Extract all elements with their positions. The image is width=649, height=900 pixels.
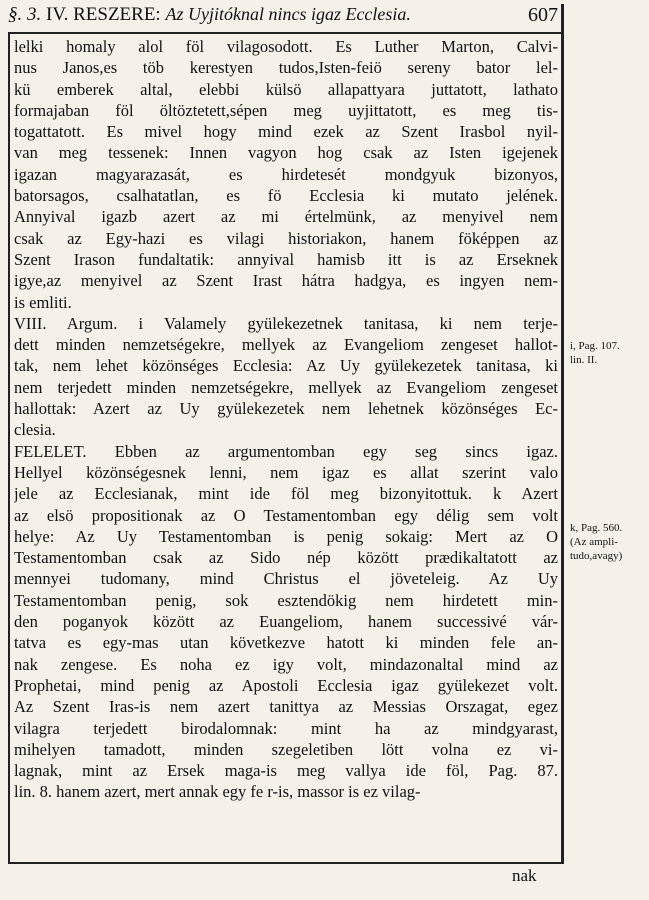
text-line: dett minden nemzetségekre, mellyek az Evangeliom zengeset hallot- bbox=[14, 335, 558, 355]
text-line: VIII. Argum. i Valamely gyülekezetnek tanitasa, ki nem terje- bbox=[14, 313, 558, 333]
text-line: mennyei tudomany, mind Christus el jöveteleig. Az Uy bbox=[14, 569, 558, 589]
text-line: helye: Az Uy Testamentomban is penig sokaig: Mert az O bbox=[14, 526, 558, 546]
catchword: nak bbox=[512, 866, 537, 885]
frame-rule-left bbox=[8, 32, 10, 864]
text-line: Testamentomban csak az Sido nép között prædikaltatott az bbox=[14, 548, 558, 568]
text-line: FELELET. Ebben az argumentomban egy seg sincs igaz. bbox=[14, 441, 558, 461]
frame-rule-right bbox=[561, 4, 564, 864]
text-line: Hellyel közönségesnek lenni, nem igaz es allat szerint valo bbox=[14, 462, 558, 482]
text-line: lagnak, mint az Ersek maga-is meg vallya ide föl, Pag. 87. bbox=[14, 761, 558, 781]
page-number: 607 bbox=[528, 4, 558, 26]
text-line: Prophetai, mind penig az Apostoli Ecclesia igaz gyülekezet volt. bbox=[14, 675, 558, 695]
text-line: mihelyen tamadott, minden szegeletiben lött volna ez vi- bbox=[14, 739, 558, 759]
text-line: formajaban föl öltöztetett,sépen meg uyjittatott, es meg tis- bbox=[14, 100, 558, 120]
text-line: is emliti. bbox=[14, 292, 72, 312]
text-line: Testamentomban penig, sok esztendökig nem hirdetett min- bbox=[14, 590, 558, 610]
body-text bbox=[14, 36, 558, 803]
text-line: igye,az menyivel az Szent Irast hátra hadgya, es ingyen nem- bbox=[14, 271, 558, 291]
text-line: nak zengese. Es noha ez igy volt, mindazonaltal mind az bbox=[14, 654, 558, 674]
text-line: Az Szent Iras-is nem azert tanittya az Messias Orszagat, egez bbox=[14, 697, 558, 717]
text-line: lelki homaly alol föl vilagosodott. Es Luther Marton, Calvi- bbox=[14, 37, 558, 56]
text-line: tak, nem lehet közönséges Ecclesia: Az Uy gyülekezetek tanitasa, ki bbox=[14, 356, 558, 376]
text-line: nus Janos,es töb kerestyen tudos,Isten-feiö sereny bator lel- bbox=[14, 58, 558, 78]
text-line: lin. 8. hanem azert, mert annak egy fe r-is, massor is ez vilag- bbox=[14, 782, 421, 802]
text-line: hallottak: Azert az Uy gyülekezetek nem lehetnek közönséges Ec- bbox=[14, 399, 558, 419]
text-line: jele az Ecclesianak, mint ide föl meg bizonyitottuk. k Azert bbox=[14, 484, 558, 504]
text-line: tatva es egy-mas utan következve hatott ki minden fele an- bbox=[14, 633, 558, 653]
text-line: van meg tessenek: Innen vagyon hog csak az Isten igejenek bbox=[14, 143, 558, 163]
text-line: den poganyok között az Euangeliom, hanem successivé vár- bbox=[14, 612, 558, 632]
section-mark: §. 3. bbox=[8, 4, 42, 25]
running-header bbox=[8, 4, 564, 34]
text-line: nem terjedett minden nemzetségekre, mellyek az Evangeliom zengeset bbox=[14, 377, 558, 397]
text-line: clesia. bbox=[14, 420, 56, 440]
chapter-label: IV. RESZERE: bbox=[46, 4, 161, 25]
text-line: togattatott. Es mivel hogy mind ezek az Szent Irasbol nyil- bbox=[14, 122, 558, 142]
margin-note-k: k, Pag. 560. (Az ampli- tudo,avagy) bbox=[570, 522, 623, 562]
running-title: Az Uyjitóknal nincs igaz Ecclesia. bbox=[165, 4, 411, 24]
margin-note-i: i, Pag. 107. lin. II. bbox=[570, 340, 620, 366]
text-line: Szent Irason fundaltatik: annyival hamisb itt is az Erseknek bbox=[14, 249, 558, 269]
text-line: batorsagos, csalhatatlan, es fö Ecclesia ki mutato jelének. bbox=[14, 186, 558, 206]
text-line: vilagra terjedett birodalomnak: mint ha az mindgyarast, bbox=[14, 718, 558, 738]
text-line: csak az Egy-hazi es vilagi historiakon, hanem föképpen az bbox=[14, 228, 558, 248]
text-line: kü emberek altal, elebbi külsö allapattyara juttatott, lathato bbox=[14, 79, 558, 99]
text-line: az elsö propositionak az O Testamentomban egy délig sem volt bbox=[14, 505, 558, 525]
text-line: Annyival igazb azert az mi értelmünk, az menyivel nem bbox=[14, 207, 558, 227]
text-line: igazan magyarazasát, es hirdetesét mondgyuk bizonyos, bbox=[14, 164, 558, 184]
frame-rule-bottom bbox=[8, 862, 564, 864]
